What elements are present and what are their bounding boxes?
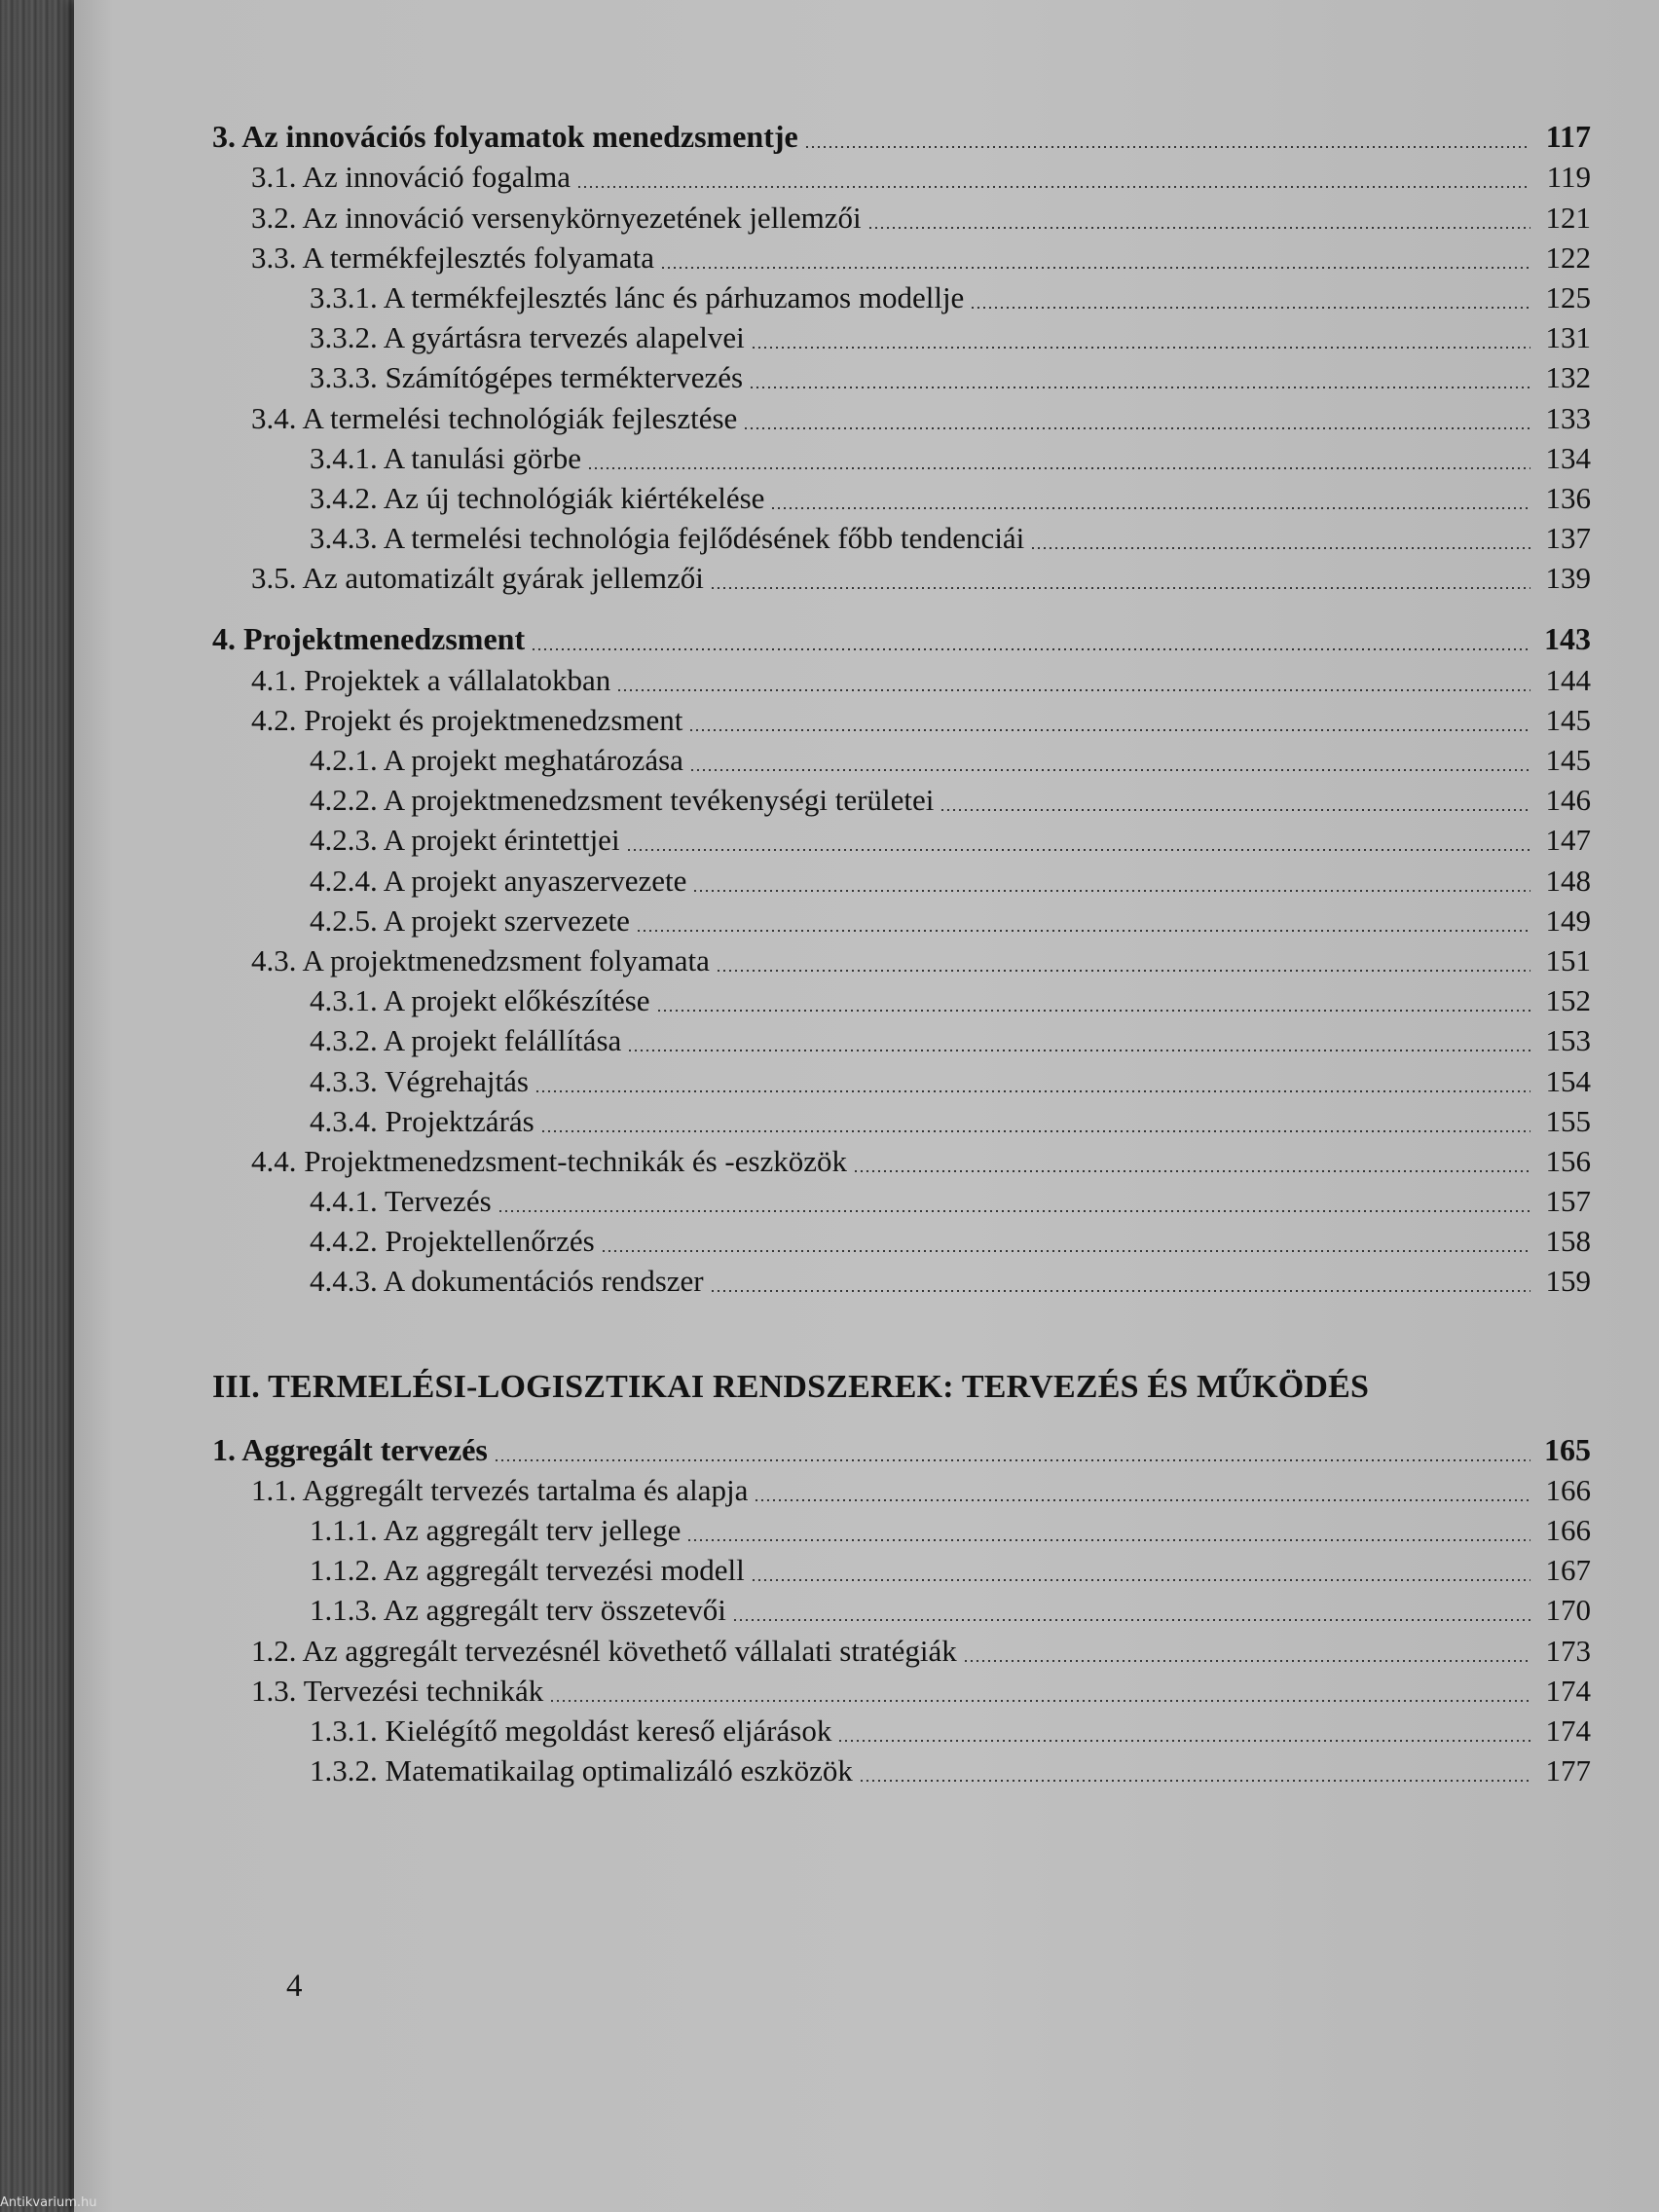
toc-entry xyxy=(212,236,1591,276)
toc-entry-page: 146 xyxy=(1545,783,1591,818)
dot-leader xyxy=(867,227,1530,229)
toc-entry-page: 166 xyxy=(1545,1472,1591,1507)
dot-leader xyxy=(494,1459,1530,1461)
toc-entry-title: 1.3.2. Matematikailag optimalizáló eszközök xyxy=(310,1753,853,1788)
toc-entry xyxy=(212,1508,1591,1548)
dot-leader xyxy=(686,1539,1530,1541)
toc-entry-page: 125 xyxy=(1545,279,1591,314)
toc-entry xyxy=(212,778,1591,818)
dot-leader xyxy=(963,1660,1530,1662)
toc-entry-title: 3. Az innovációs folyamatok menedzsmentje xyxy=(212,119,798,155)
toc-entry-title: 1. Aggregált tervezés xyxy=(212,1431,488,1467)
toc-entry-title: 4.2.2. A projektmenedzsment tevékenységi területei xyxy=(310,783,935,818)
toc-entry xyxy=(212,155,1591,195)
dot-leader xyxy=(692,890,1530,892)
toc-entry-title: 3.4.3. A termelési technológia fejlődésének főbb tendenciái xyxy=(310,521,1025,556)
dot-leader xyxy=(804,146,1530,148)
dot-leader xyxy=(1030,547,1530,549)
dot-leader xyxy=(716,970,1530,972)
toc-entry-page: 174 xyxy=(1545,1673,1591,1708)
toc-entry-title: 4.4.1. Tervezés xyxy=(310,1184,492,1219)
toc-entry xyxy=(212,899,1591,939)
toc-entry-page: 145 xyxy=(1545,743,1591,777)
toc-entry-page: 166 xyxy=(1545,1513,1591,1547)
toc-entry-page: 174 xyxy=(1545,1713,1591,1748)
toc-entry-title: 1.2. Az aggregált tervezésnél követhető vállalati stratégiák xyxy=(251,1633,957,1668)
toc-entry-title: 4.3.3. Végrehajtás xyxy=(310,1063,529,1098)
toc-entry-page: 153 xyxy=(1545,1023,1591,1058)
toc-entry-title: 3.3.2. A gyártásra tervezés alapelvei xyxy=(310,320,745,355)
toc-entry xyxy=(212,1669,1591,1709)
toc-entry xyxy=(212,355,1591,395)
toc-entry xyxy=(212,276,1591,315)
dot-leader xyxy=(535,1090,1530,1092)
toc-entry-title: 3.4.1. A tanulási görbe xyxy=(310,440,581,475)
dot-leader xyxy=(576,186,1530,188)
toc-entry xyxy=(212,115,1591,155)
part-title: III. TERMELÉSI-LOGISZTIKAI RENDSZEREK: TERVEZÉS ÉS MŰKÖDÉS xyxy=(212,1369,1370,1406)
toc-entry-title: 4.3.2. A projekt felállítása xyxy=(310,1023,622,1058)
toc-entry xyxy=(212,1749,1591,1788)
toc-entry-title: 4.2.4. A projekt anyaszervezete xyxy=(310,863,687,898)
dot-leader xyxy=(853,1170,1530,1172)
book-binding xyxy=(0,0,78,2212)
dot-leader xyxy=(751,347,1530,349)
dot-leader xyxy=(688,729,1530,731)
toc-entry xyxy=(212,978,1591,1018)
toc-entry-title: 4.3.1. A projekt előkészítése xyxy=(310,983,650,1018)
toc-entry-page: 149 xyxy=(1545,903,1591,938)
toc-entry-page: 147 xyxy=(1545,823,1591,858)
dot-leader xyxy=(940,809,1530,811)
dot-leader xyxy=(540,1130,1530,1132)
toc-entry-title: 4.2.1. A projekt meghatározása xyxy=(310,743,683,777)
toc-entry-title: 3.2. Az innováció versenykörnyezetének jellemzői xyxy=(251,200,862,235)
dot-leader xyxy=(837,1740,1530,1742)
toc-entry-title: 4.2.5. A projekt szervezete xyxy=(310,903,630,938)
toc-entry-page: 117 xyxy=(1545,119,1591,155)
toc-entry xyxy=(212,1468,1591,1508)
toc-entry-title: 3.4.2. Az új technológiák kiértékelése xyxy=(310,480,765,515)
toc-entry xyxy=(212,1709,1591,1749)
toc-entry xyxy=(212,516,1591,556)
toc-entry xyxy=(212,858,1591,898)
toc-entry-title: 1.1.3. Az aggregált terv összetevői xyxy=(310,1593,726,1628)
toc-entry xyxy=(212,617,1591,657)
dot-leader xyxy=(754,1499,1530,1501)
toc-entry-page: 167 xyxy=(1545,1553,1591,1588)
toc-entry-title: 4.2. Projekt és projektmenedzsment xyxy=(251,702,683,737)
dot-leader xyxy=(616,689,1530,691)
toc-entry-page: 119 xyxy=(1546,160,1591,195)
toc-entry-title: 3.3.3. Számítógépes terméktervezés xyxy=(310,360,744,395)
dot-leader xyxy=(770,507,1530,509)
toc-entry xyxy=(212,195,1591,235)
dot-leader xyxy=(587,467,1530,469)
toc-entry xyxy=(212,1099,1591,1139)
toc-entry-title: 3.5. Az automatizált gyárak jellemzői xyxy=(251,561,704,596)
toc-entry xyxy=(212,1018,1591,1058)
toc-entry-title: 4.4.3. A dokumentációs rendszer xyxy=(310,1264,704,1299)
toc-entry-page: 133 xyxy=(1545,400,1591,435)
toc-entry-title: 4.2.3. A projekt érintettjei xyxy=(310,823,620,858)
toc-entry-page: 148 xyxy=(1545,863,1591,898)
toc-entry-page: 154 xyxy=(1545,1063,1591,1098)
toc-entry-title: 4. Projektmenedzsment xyxy=(212,621,526,657)
dot-leader xyxy=(601,1250,1530,1252)
dot-leader xyxy=(710,587,1530,589)
toc-entry xyxy=(212,315,1591,355)
toc-entry xyxy=(212,939,1591,978)
toc-entry xyxy=(212,436,1591,476)
toc-entry xyxy=(212,1179,1591,1219)
toc-entry xyxy=(212,1219,1591,1259)
toc-entry-page: 159 xyxy=(1545,1264,1591,1299)
toc-entry-page: 177 xyxy=(1545,1753,1591,1788)
toc-entry xyxy=(212,395,1591,435)
table-of-contents xyxy=(212,115,1591,1788)
toc-entry-title: 1.1.1. Az aggregált terv jellege xyxy=(310,1513,682,1547)
toc-entry-page: 143 xyxy=(1544,621,1591,657)
toc-entry-page: 155 xyxy=(1545,1103,1591,1138)
toc-entry-title: 4.1. Projektek a vállalatokban xyxy=(251,662,611,697)
watermark: Antikvarium.hu xyxy=(0,2195,97,2210)
dot-leader xyxy=(656,1010,1530,1012)
toc-entry-title: 3.3. A termékfejlesztés folyamata xyxy=(251,240,655,275)
toc-entry-page: 137 xyxy=(1545,521,1591,556)
toc-entry-page: 136 xyxy=(1545,480,1591,515)
toc-entry-page: 144 xyxy=(1545,662,1591,697)
toc-entry-title: 1.3. Tervezési technikák xyxy=(251,1673,544,1708)
dot-leader xyxy=(970,307,1530,309)
toc-entry-page: 157 xyxy=(1545,1184,1591,1219)
dot-leader xyxy=(751,1579,1530,1581)
toc-entry-page: 151 xyxy=(1545,942,1591,977)
toc-entry-title: 1.1. Aggregált tervezés tartalma és alapja xyxy=(251,1472,749,1507)
toc-entry xyxy=(212,1628,1591,1668)
toc-entry-title: 4.3. A projektmenedzsment folyamata xyxy=(251,942,710,977)
toc-entry-page: 134 xyxy=(1545,440,1591,475)
dot-leader xyxy=(549,1700,1530,1702)
dot-leader xyxy=(531,648,1530,650)
toc-entry-page: 132 xyxy=(1545,360,1591,395)
toc-entry-page: 165 xyxy=(1544,1431,1591,1467)
dot-leader xyxy=(626,849,1530,851)
toc-entry xyxy=(212,657,1591,697)
toc-entry-title: 4.4. Projektmenedzsment-technikák és -eszközök xyxy=(251,1143,848,1178)
toc-entry-page: 121 xyxy=(1545,200,1591,235)
toc-entry xyxy=(212,738,1591,778)
toc-entry-title: 1.3.1. Kielégítő megoldást kereső eljárások xyxy=(310,1713,832,1748)
toc-entry xyxy=(212,1058,1591,1098)
toc-entry xyxy=(212,1427,1591,1467)
toc-entry-title: 3.4. A termelési technológiák fejlesztése xyxy=(251,400,738,435)
toc-entry-title: 1.1.2. Az aggregált tervezési modell xyxy=(310,1553,745,1588)
toc-entry-page: 131 xyxy=(1545,320,1591,355)
dot-leader xyxy=(689,769,1530,771)
dot-leader xyxy=(749,387,1530,388)
toc-entry xyxy=(212,818,1591,858)
dot-leader xyxy=(859,1780,1530,1782)
toc-entry-page: 122 xyxy=(1545,240,1591,275)
dot-leader xyxy=(732,1619,1530,1621)
toc-entry-page: 173 xyxy=(1545,1633,1591,1668)
toc-group-innovation-projects xyxy=(212,115,1591,1299)
toc-entry-title: 4.4.2. Projektellenőrzés xyxy=(310,1224,595,1259)
toc-entry xyxy=(212,1588,1591,1628)
toc-entry xyxy=(212,556,1591,596)
toc-entry-page: 170 xyxy=(1545,1593,1591,1628)
toc-entry-page: 152 xyxy=(1545,983,1591,1018)
toc-entry xyxy=(212,476,1591,516)
toc-entry-title: 3.1. Az innováció fogalma xyxy=(251,160,571,195)
dot-leader xyxy=(636,930,1530,932)
dot-leader xyxy=(498,1210,1530,1212)
dot-leader xyxy=(660,267,1530,269)
toc-entry-title: 3.3.1. A termékfejlesztés lánc és párhuzamos modellje xyxy=(310,279,965,314)
toc-entry xyxy=(212,1259,1591,1299)
dot-leader xyxy=(743,427,1530,429)
toc-entry-title: 4.3.4. Projektzárás xyxy=(310,1103,535,1138)
toc-entry-page: 156 xyxy=(1545,1143,1591,1178)
toc-entry-page: 145 xyxy=(1545,702,1591,737)
page-number: 4 xyxy=(286,1969,303,2004)
toc-entry-page: 158 xyxy=(1545,1224,1591,1259)
toc-entry xyxy=(212,1548,1591,1588)
toc-entry xyxy=(212,1139,1591,1179)
dot-leader xyxy=(627,1050,1530,1051)
toc-group-aggregate-planning xyxy=(212,1427,1591,1788)
toc-entry xyxy=(212,698,1591,738)
toc-entry-page: 139 xyxy=(1545,561,1591,596)
dot-leader xyxy=(710,1290,1530,1292)
